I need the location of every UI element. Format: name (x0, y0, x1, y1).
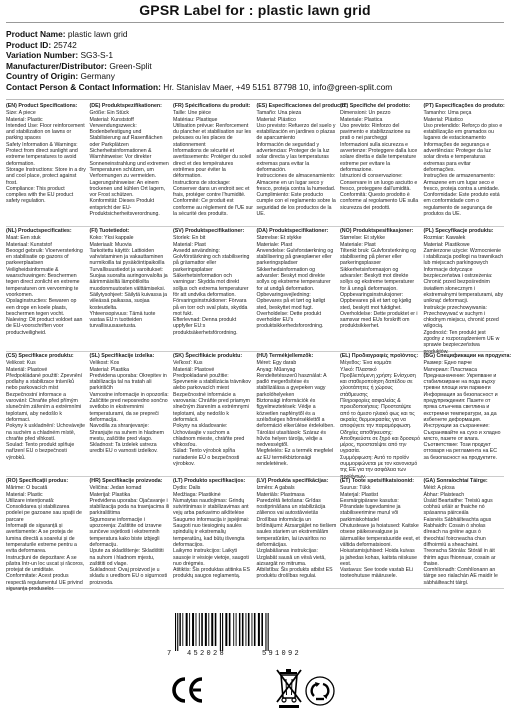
spec-text: Μέγεθος: Ένα κομμάτι Υλικό: Πλαστικό Προβλεπόμενη χρήση: Ενίσχυση και σταθεροποίηση δαπέδου σε χλοοτάπητες ή χώρους στάθμευσης Πληροφορίες ασφαλείας & προειδοποιήσεις: Προστατέψτε από το άμεσο ηλιακό φως και τις ακραίες θερμοκρασίες για να αποφύγετε την παραμόρφωση. Οδηγίες αποθήκευσης: Αποθηκεύστε σε ξηρό και δροσερό μέρος, προστατέψτε από την υγρασία. Συμμόρφωση: Αυτό το προϊόν συμμορφώνεται με τον κανονισμό της ΕΕ για την ασφάλεια των προϊόντων. (340, 360, 421, 480)
spec-heading: (NO) Produktspesifikasjoner: (340, 228, 414, 234)
spec-cell (90, 478, 170, 588)
spec-heading: (DE) Produktspezifikationen: (89, 103, 162, 109)
spec-text: Taille: Une pièce Matériau: Plastique Utilisation prévue: Renforcement du plancher et stabilisation sur les pelouses ou les places de stationnement Informations de sécurité et avertissements: Protéger du soleil direct et des températures extrêmes pour éviter la déformation. Instructions de stockage: Conserver dans un endroit sec et frais, protéger contre l'humidité. Conformité: Ce produit est conforme au règlement de l'UE sur la sécurité des produits. (173, 110, 253, 218)
spec-heading: (PL) Specyfikacje produktu: (423, 228, 494, 234)
spec-heading: (SV) Produktspecifikationer: (173, 228, 245, 234)
spec-heading: (NL) Productspecificaties: (6, 228, 72, 234)
barcode-bar (222, 613, 223, 651)
spec-text: Rozmiar: Kawałek Materiał: Plastikowe Zamierzone użycie: Wzmocnienie i stabilizacja podłogi na trawnikach lub miejscach parkingowych Informacje dotyczące bezpieczeństwa i ostrzeżenia: Chronić przed bezpośrednim światłem słonecznym i ekstremalnymi temperaturami, aby uniknąć deformacji. Instrukcje przechowywania: Przechowywać w suchym i chłodnym miejscu, chronić przed wilgocią. Zgodność: Ten produkt jest zgodny z rozporządzeniem UE w sprawie bezpieczeństwa produktów. (423, 235, 504, 355)
spec-cell (90, 228, 170, 351)
barcode-bar (265, 613, 266, 651)
spec-text: Størrelse: Et stykke Materiale: Plast Anvendelse: Gulvforstærkning og stabilisering på græsplæner eller parkeringspladser Sikkerhedsinformation og advarsler: Beskyt mod direkte sollys og ekstreme temperaturer for at undgå deformation. Opbevaringsvejledning: Opbevares på et tørt og køligt sted, beskyttet mod fugt. Overholdelse: Dette produkt overholder EU's produktsikkerhedsforordning. (256, 235, 334, 330)
spec-heading: (BG) Спецификации на продукта: (423, 353, 511, 359)
spec-text: Izmērs: A gabals Materiāls: Plastmasa Paredzētā lietošana: Grīdas nostiprināšana un stabilizācija zālienos vai autostāvvietās Drošības informācija un brīdinājumi: Aizsargājiet no tiešiem saules stariem un ekstremālām temperatūrām, lai izvairītos no deformācijas. Uzglabāšanas instrukcijas: Uzglabāt sausā un vēsā vietā, aizsargāt no mitruma. Atbilstība: Šis produkts atbilst ES produktu drošības regulai. (256, 485, 337, 580)
barcode-bar (196, 613, 197, 646)
product-info-row (6, 29, 506, 40)
spec-row (6, 228, 504, 355)
spec-heading: (HU) Termékjellemzők: (256, 353, 314, 359)
spec-cell (90, 353, 170, 476)
spec-text: Veľkosť: Kus Materiál: Plastové Predpokladané použitie: Spevnenie a stabilizácia trávnikov alebo parkovacích miest Bezpečnostné informácie a varovania: Chráňte pred priamym slnečným žiarením a extrémnymi teplotami, aby nedošlo k deformácii. Pokyny na skladovanie: Uchovávajte v suchom a chladnom mieste, chráňte pred vlhkosťou. Súlad: Tento výrobok spĺňa nariadenie EÚ o bezpečnosti výrobkov. (173, 360, 251, 468)
spec-cell (173, 103, 253, 226)
barcode-right-group: 591092 (262, 650, 302, 658)
spec-text: Tamanho: Uma peça Material: Plástico Uso pretendido: Reforço do piso e estabilização em gramados ou lugares de estacionamento Informações de segurança e advertências: Proteger da luz solar direta e temperaturas extremas para evitar deformações. Instruções de armazenamento: Armazene em um lugar seco e fresco, proteja contra a umidade. Conformidade: Este produto está em conformidade com o regulamento de segurança de produtos da UE. (423, 110, 503, 218)
spec-text: Tamaño: Una pieza Material: Plástico Uso previsto: Refuerzo del suelo y estabilización en jardines o plazas de aparcamiento Información de seguridad y advertencias: Proteger de la luz solar directa y las temperaturas extremas para evitar la deformación. Instrucciones de almacenamiento: Almacene en un lugar seco y fresco, proteja contra la humedad. Cumplimiento: Este producto cumple con el reglamento sobre la seguridad de los productos de la UE. (256, 110, 336, 218)
barcode-bar (258, 613, 260, 646)
spec-heading: (PT) Especificações do produto: (423, 103, 505, 109)
barcode-bar (254, 613, 256, 646)
barcode-bar (177, 613, 178, 651)
spec-row (6, 353, 511, 480)
recycle-icon (303, 674, 337, 708)
product-info-row (6, 50, 506, 61)
spec-text: Koko: Yksi kappale Materiaali: Muovia Tarkoitettu käyttö: Lattioiden vahvistaminen ja vakauttaminen nurmikoilla tai pysäköintipaikoilla Turvallisuustiedot ja varoitukset: Suojaa suoralta auringonvalolta ja äärimmäisiltä lämpötiloilta muodonmuutosten välttämiseksi. Säilytysohjeet: Säilytä kuivassa ja viileässä paikassa, suojaa kosteudelta. Yhteensopivuus: Tämä tuote vastaa EU:n tuotteiden turvallisuusasetusta. (89, 235, 168, 330)
spec-cell (173, 478, 253, 588)
spec-cell (6, 228, 86, 351)
barcode-bar (182, 613, 183, 646)
spec-heading: (ES) Especificaciones del producto: (256, 103, 347, 109)
spec-heading: (DA) Produktspecifikationer: (256, 228, 329, 234)
barcode-left-group: 452028 (187, 650, 227, 658)
barcode-bar (175, 613, 176, 651)
spec-cell (90, 103, 170, 226)
spec-cell (424, 103, 504, 226)
spec-cell (424, 478, 504, 588)
spec-cell (423, 353, 511, 476)
spec-cell (423, 228, 504, 355)
spec-heading: (SL) Specifikacije izdelka: (89, 353, 155, 359)
barcode-bar (242, 613, 244, 646)
product-info-label: Variation Number: (6, 50, 79, 61)
spec-heading: (GA) Sonraíochtaí Táirge: (423, 478, 488, 484)
spec-text: Storlek: En bit Material: Plast Avsedd användning: Golvförstärkning och stabilisering på gräsmattor eller parkeringsplatser Säkerhetsinformation och varningar: Skydda mot direkt solljus och extrema temperaturer för att undvika deformation. Förvaringsinstruktioner: Förvara på en torr och sval plats, skydda mot fukt. Efterlevnad: Denna produkt uppfyller EU:s produktsäkerhetsförordning. (173, 235, 250, 336)
spec-text: Størrelse: Et stykke Materiale: Plast Tiltenkt bruk: Gulvforsterkning og stabilisering på plener eller parkeringsplasser Sikkerhetsinformasjon og advarsler: Beskytt mot direkte sollys og ekstreme temperaturer for å unngå deformasjon. Oppbevaringsinstruksjoner: Oppbevares på et tørt og kjølig sted, beskytt mot fuktighet. Overholdelse: Dette produktet er i samsvar med EUs forskrift om produktsikkerhet. (340, 235, 418, 330)
product-info-value: 25742 (53, 39, 77, 50)
product-info-row (6, 82, 506, 93)
spec-cell (257, 228, 337, 351)
product-info-label: Product Name: (6, 29, 66, 39)
spec-text: Dimensioni: Un pezzo Materiale: Plastica Uso previsto: Rinforzo del pavimento e stabilizzazione su prati o nei parcheggi Informazioni sulla sicurezza e avvertenze: Proteggere dalla luce solare diretta e dalle temperature estreme per evitare la deformazione. Istruzioni di conservazione: Conservare in un luogo asciutto e fresco, proteggere dall'umidità. Conformità: Questo prodotto è conforme al regolamento UE sulla sicurezza dei prodotti. (340, 110, 419, 211)
barcode-bar (229, 613, 231, 646)
title-divider (6, 22, 504, 23)
barcode-bar (252, 613, 253, 646)
barcode-bar (225, 613, 227, 646)
spec-text: Suurus: Tükk Materjal: Plastist Eesmärgipärane kasutus: Põrandate tugevdamine ja stabiliseerimine murul või parkimiskohtadel Ohutusteave ja hoiatused: Kaitske otsese päikesevalguse ja äärmuslike temperatuuride eest, et vältida deformatsiooni. Hoiustamisjuhised: Hoida kuivas ja jahedas kohas, kaitsta niiskuse eest. Vastavus: See toode vastab ELi tooteohutuse määrusele. (340, 485, 420, 580)
spec-text: Méret: Egy darab Anyag: Műanyag Rendeltetésszerű használat: A padló megerősítése és stabilizálása a gyepeken vagy parkolóhelyeken Biztonsági információk és figyelmeztetések: Védje a közvetlen napfénytől és a szélsőséges hőmérséklettől a deformáció elkerülése érdekében. Tárolási utasítások: Száraz és hűvös helyen tárolja, védje a nedvességtől. Megfelelés: Ez a termék megfelel az EU termékbiztonsági rendeletének. (256, 360, 335, 468)
barcode-bar (189, 613, 190, 646)
weee-bin-icon (272, 666, 306, 710)
product-info-value: Green-Split (109, 60, 152, 71)
spec-cell (6, 478, 86, 593)
product-info-label: Contact Person & Contact Information: (6, 81, 161, 92)
barcode-bar (199, 613, 200, 646)
barcode-digits (167, 650, 333, 660)
barcode-bar (211, 613, 213, 646)
barcode-bar (233, 613, 234, 646)
barcode-bar (201, 613, 203, 646)
barcode-bar (239, 613, 240, 646)
spec-row (6, 478, 504, 593)
spec-heading: (CS) Specifikace produktu: (6, 353, 74, 359)
barcode-bar (179, 613, 180, 646)
barcode-bar (215, 613, 217, 646)
product-info-row (6, 40, 506, 51)
spec-text: Velikost: Kos Material: Plastika Predvidena uporaba: Okrepitev in stabilizacija tal na tratah ali parkiriščih Varnostne informacije in opozorila: Zaščitite pred neposredno sončno svetlobo in ekstremnimi temperaturami, da se prepreči deformacija. Navodila za shranjevanje: Shranjujte na suhem in hladnem mestu, zaščitite pred vlago. Skladnost: Ta izdelek ustreza uredbi EU o varnosti izdelkov. (89, 360, 169, 455)
product-info-value: plastic lawn grid (67, 29, 128, 39)
spec-cell (257, 478, 337, 588)
spec-heading: (LV) Produkta specifikācijas: (256, 478, 329, 484)
spec-text: Méid: A píosa Ábhar: Plaisteach Úsáid Beartaithe: Treisiú agus cobhsú urláir ar fhaiche nó spásanna páirceála Faisnéis Sábháilteachta agus Rabhaidh: Cosain ó sholas díreach na gréine agus ó theochtaí foircneacha chun dífhoirmiú a sheachaint. Treoracha Stórála: Stóráil in áit thirim agus fhionnuar, cosain ar thaise. Comhlíonadh: Comhlíonann an táirge seo rialachán AE maidir le sábháilteacht táirgí. (423, 485, 498, 586)
spec-heading: (EN) Product Specifications: (6, 103, 78, 109)
spec-cell (6, 353, 86, 476)
spec-cell (6, 103, 86, 226)
spec-text: Größe: Ein Stück Material: Kunststoff Verwendungszweck: Bodenbefestigung und Stabilisierung auf Rasenflächen oder Parkplätzen Sicherheitsinformationen & Warnhinweise: Vor direkter Sonneneinstrahlung und extremen Temperaturen schützen, um Verformungen zu vermeiden. Lagerungshinweise: An einem trockenen und kühlen Ort lagern, vor Frost schützen. Konformität: Dieses Produkt entspricht der EU-Produktsicherheitsverordnung. (89, 110, 169, 218)
barcode-bar (220, 613, 221, 651)
spec-heading: (FI) Tuotetiedot: (89, 228, 130, 234)
barcode-bar (261, 613, 263, 646)
ean-barcode (167, 613, 333, 661)
barcode-bar (186, 613, 188, 646)
product-info (6, 29, 506, 93)
barcode-bar (248, 613, 250, 646)
spec-text: Dydis: Dalis Medžiaga: Plastikinė Numatytas naudojimas: Grindų sutvirtinimas ir stabilizavimas ant vejų arba parkavimo aikštelėse Saugumo informacija ir įspėjimai: Saugoti nuo tiesioginių saulės spindulių ir ekstremalių temperatūrų, kad būtų išvengta deformacijos. Laikymo instrukcijos: Laikyti sausoje ir vėsioje vietoje, saugoti nuo drėgmės. Atitiktis: Šis produktas atitinka ES produktų saugos reglamentą. (173, 485, 250, 580)
spec-cell (340, 228, 420, 351)
spec-cell (340, 353, 421, 480)
product-info-value: Germany (80, 71, 115, 82)
spec-text: Veličina: Jedan komad Materijal: Plastika Predviđena uporaba: Ojačavanje i stabilizacija poda na travnjacima ili parkiralištima Sigurnosne informacije i upozorenja: Zaštitite od izravne sunčeve svjetlosti i ekstremnih temperatura kako biste izbjegli deformaciju. Upute za skladištenje: Skladištiti na suhom i hladnom mjestu, zaštititi od vlage. Sukladnost: Ovaj proizvod je u skladu s uredbom EU o sigurnosti proizvoda. (89, 485, 170, 586)
barcode-bars (173, 613, 329, 651)
spec-cell (257, 353, 337, 476)
barcode-bar (205, 613, 207, 646)
spec-heading: (HR) Specifikacije proizvoda: (89, 478, 163, 484)
product-info-row (6, 61, 506, 72)
spec-cell (340, 103, 420, 226)
spec-heading: (RO) Specificații produs: (6, 478, 69, 484)
barcode-bar (268, 613, 269, 651)
product-info-row (6, 71, 506, 82)
spec-text: Maat: Een stuk Materiaal: Kunststof Beoogd gebruik: Vloerversterking en stabilisatie op gazons of parkeerplaatsen Veiligheidsinformatie & waarschuwingen: Beschermen tegen direct zonlicht en extreme temperaturen om vervorming te voorkomen. Opslaginstructies: Bewaren op een droge en koele plaats, beschermen tegen vocht. Naleving: Dit product voldoet aan de EU-voorschriften voor productveiligheid. (6, 235, 83, 336)
product-info-label: Manufacturer/Distributor: (6, 60, 107, 71)
spec-heading: (ET) Toote spetsifikatsioonid: (340, 478, 415, 484)
spec-heading: (FR) Spécifications du produit: (173, 103, 251, 109)
page-title: GPSR Label for : plastic lawn grid (139, 2, 371, 18)
info-divider (6, 99, 504, 100)
spec-text: Size: A piece Material: Plastic Intended Use: Floor reinforcement and stabilization on lawns or parking spaces Safety Information & Warnings: Protect from direct sunlight and extreme temperatures to avoid deformation. Storage Instructions: Store in a dry and cool place, protect against frost. Compliance: This product complies with the EU product safety regulation. (6, 110, 86, 205)
spec-cell (256, 103, 347, 226)
spec-heading: (IT) Specifiche del prodotto: (340, 103, 411, 109)
spec-heading: (EL) Προδιαγραφές προϊόντος: (340, 353, 419, 359)
spec-text: Velikost: Kus Materiál: Plastové Předpokládané použití: Zpevnění podlahy a stabilizace trávníků nebo parkovacích míst Bezpečnostní informace a varování: Chraňte před přímým slunečním zářením a extrémními teplotami, aby nedošlo k deformaci. Pokyny k uskladnění: Uchovávejte na suchém a chladném místě, chraňte před vlhkostí. Soulad: Tento produkt splňuje nařízení EU o bezpečnosti výrobků. (6, 360, 86, 461)
product-info-label: Product ID: (6, 39, 52, 50)
spec-heading: (LT) Produkto specifikacijos: (173, 478, 246, 484)
product-info-value: SG3-S-1 (80, 50, 114, 61)
spec-heading: (SK) Špecifikácie produktu: (173, 353, 243, 359)
product-info-value: Hr. Stanislav Maer, +49 5151 87798 10, info@green-split.com (163, 81, 393, 92)
spec-text: Mărime: O bucată Material: Plastic Utilizare intenționată: Consolidarea și stabilizarea podelei pe gazoane sau spații de parcare Informații de siguranță și avertismente: A se proteja de lumina directă a soarelui și de temperaturile extreme pentru a evita deformarea. Instrucțiuni de depozitare: A se păstra într-un loc uscat și răcoros, protejat de umiditate. Conformitate: Acest produs respectă regulamentul UE privind siguranța produselor. (6, 485, 85, 593)
barcode-bar (208, 613, 209, 646)
ce-mark-icon (171, 676, 205, 704)
product-info-label: Country of Origin: (6, 71, 79, 82)
barcode-bar (236, 613, 237, 646)
spec-row (6, 103, 504, 227)
barcode-first-digit: 7 (167, 650, 172, 658)
spec-cell (173, 228, 253, 351)
spec-text: Размер: Едно парче Материал: Пластмаса Предназначение: Укрепване и стабилизиране на пода върху тревни площи или паркинги Информация за безопасност и предупреждения: Пазете от пряка слънчева светлина и екстремни температури, за да избегнете деформация. Инструкции за съхранение: Съхранявайте на сухо и хладно място, пазете от влага. Съответствие: Този продукт отговаря на регламента на ЕС за безопасност на продуктите. (423, 360, 501, 461)
spec-cell (173, 353, 253, 476)
barcode-bar (192, 613, 194, 646)
barcode-bar (246, 613, 247, 646)
spec-cell (340, 478, 420, 588)
